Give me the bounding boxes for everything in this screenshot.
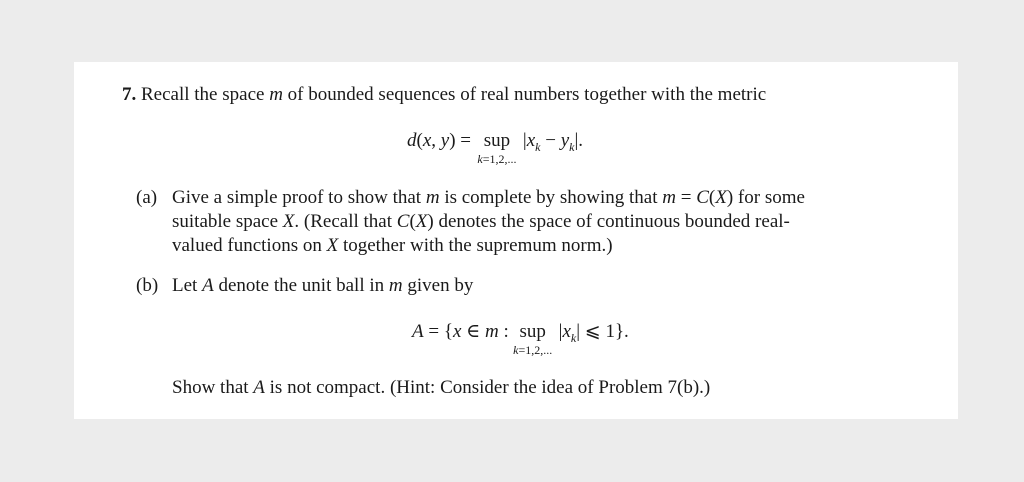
part-b-conclusion: Show that A is not compact. (Hint: Consider the idea of Problem 7(b).) <box>172 377 711 398</box>
part-a-line-1: Give a simple proof to show that m is complete by showing that m = C(X) for some <box>172 187 805 208</box>
part-b-intro: Let A denote the unit ball in m given by <box>172 275 474 296</box>
unit-ball-formula: A = {x ∈ m : sup k=1,2,... $|x_k|$ ⩽ 1}. <box>412 321 629 357</box>
problem-number: 7. <box>122 84 137 105</box>
problem-intro-text: Recall the space m of bounded sequences of real numbers together with the metric <box>141 84 767 105</box>
metric-formula-rhs: $|x_k - y_k|$. <box>522 130 584 154</box>
part-b-label: (b) <box>136 275 159 296</box>
part-a-line-2: suitable space X. (Recall that C(X) denotes the space of continuous bounded real- <box>172 211 790 232</box>
metric-sup-operator: sup k=1,2,... <box>477 130 517 166</box>
unit-ball-sup-subscript: k=1,2,... <box>513 343 553 357</box>
problem-card <box>74 62 958 419</box>
part-a-line-3: valued functions on X together with the supremum norm.) <box>172 235 613 256</box>
metric-sup-subscript: k=1,2,... <box>477 152 517 166</box>
metric-formula: d(x, y) = sup k=1,2,... $|x_k - y_k|$. <box>407 130 584 166</box>
problem-statement <box>122 83 766 107</box>
unit-ball-sup-operator: sup k=1,2,... <box>513 321 553 357</box>
part-a-label: (a) <box>136 187 158 208</box>
metric-formula-lhs: d <box>407 130 417 151</box>
unit-ball-formula-rhs: $|x_k|$ ⩽ 1}. <box>558 321 629 345</box>
